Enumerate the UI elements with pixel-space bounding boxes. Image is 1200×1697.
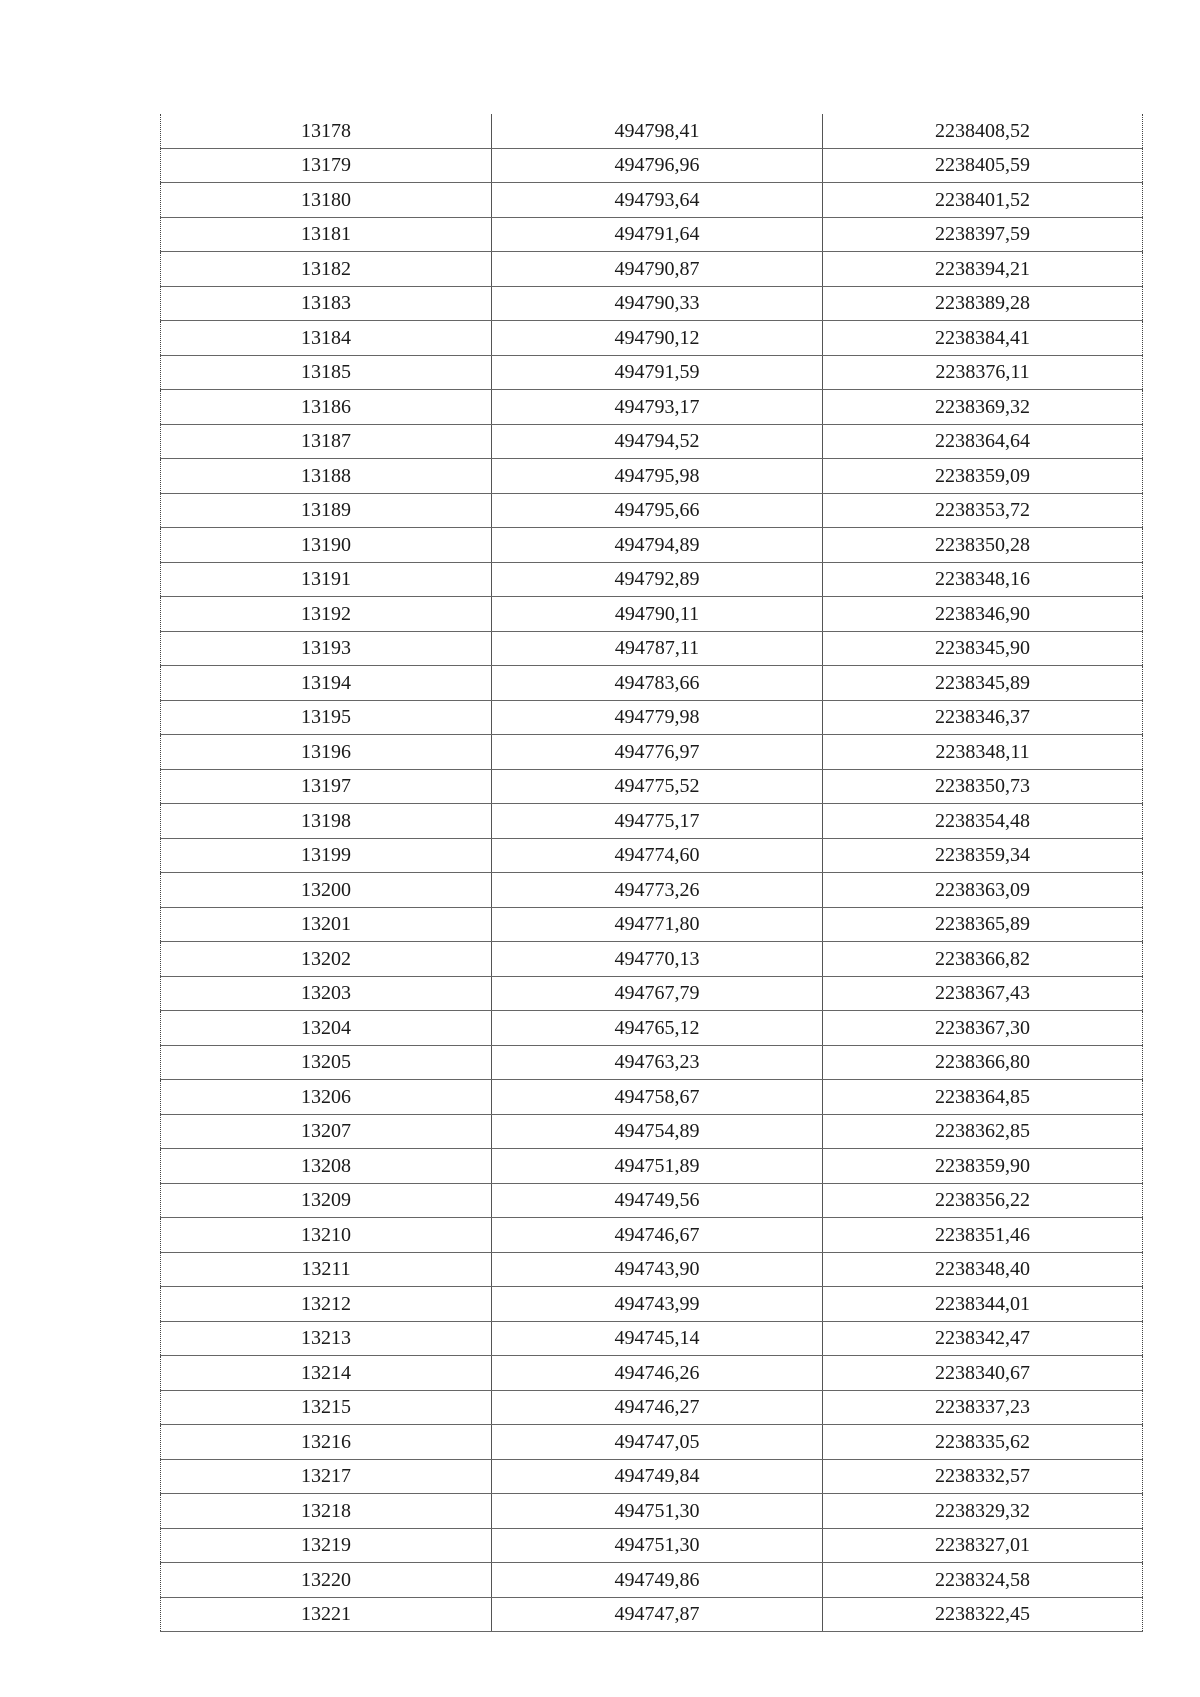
table-row [161, 1356, 1143, 1391]
x-coordinate-cell: 494790,12 [492, 321, 823, 356]
y-coordinate-cell: 2238362,85 [823, 1114, 1143, 1149]
y-coordinate-cell: 2238397,59 [823, 217, 1143, 252]
table-row [161, 390, 1143, 425]
table-row [161, 735, 1143, 770]
x-coordinate-cell: 494749,86 [492, 1563, 823, 1598]
table-row [161, 1149, 1143, 1184]
x-coordinate-cell: 494775,52 [492, 769, 823, 804]
y-coordinate-cell: 2238384,41 [823, 321, 1143, 356]
x-coordinate-cell: 494763,23 [492, 1045, 823, 1080]
x-coordinate-cell: 494795,98 [492, 459, 823, 494]
y-coordinate-cell: 2238408,52 [823, 114, 1143, 148]
y-coordinate-cell: 2238376,11 [823, 355, 1143, 390]
table-row [161, 286, 1143, 321]
x-coordinate-cell: 494798,41 [492, 114, 823, 148]
y-coordinate-cell: 2238367,30 [823, 1011, 1143, 1046]
table-row [161, 1390, 1143, 1425]
y-coordinate-cell: 2238345,89 [823, 666, 1143, 701]
point-number-cell: 13219 [161, 1528, 492, 1563]
table-row [161, 148, 1143, 183]
y-coordinate-cell: 2238389,28 [823, 286, 1143, 321]
table-row [161, 1183, 1143, 1218]
point-number-cell: 13210 [161, 1218, 492, 1253]
point-number-cell: 13184 [161, 321, 492, 356]
point-number-cell: 13200 [161, 873, 492, 908]
x-coordinate-cell: 494790,87 [492, 252, 823, 287]
point-number-cell: 13205 [161, 1045, 492, 1080]
x-coordinate-cell: 494745,14 [492, 1321, 823, 1356]
table-row [161, 1045, 1143, 1080]
point-number-cell: 13192 [161, 597, 492, 632]
point-number-cell: 13207 [161, 1114, 492, 1149]
table-row [161, 1011, 1143, 1046]
y-coordinate-cell: 2238350,73 [823, 769, 1143, 804]
x-coordinate-cell: 494746,67 [492, 1218, 823, 1253]
y-coordinate-cell: 2238350,28 [823, 528, 1143, 563]
table-row [161, 631, 1143, 666]
x-coordinate-cell: 494795,66 [492, 493, 823, 528]
table-row [161, 907, 1143, 942]
point-number-cell: 13185 [161, 355, 492, 390]
point-number-cell: 13190 [161, 528, 492, 563]
x-coordinate-cell: 494779,98 [492, 700, 823, 735]
y-coordinate-cell: 2238394,21 [823, 252, 1143, 287]
y-coordinate-cell: 2238359,09 [823, 459, 1143, 494]
y-coordinate-cell: 2238337,23 [823, 1390, 1143, 1425]
point-number-cell: 13214 [161, 1356, 492, 1391]
table-row [161, 1287, 1143, 1322]
y-coordinate-cell: 2238344,01 [823, 1287, 1143, 1322]
point-number-cell: 13209 [161, 1183, 492, 1218]
table-row [161, 976, 1143, 1011]
x-coordinate-cell: 494747,87 [492, 1597, 823, 1632]
y-coordinate-cell: 2238359,34 [823, 838, 1143, 873]
table-row [161, 1563, 1143, 1598]
table-row [161, 804, 1143, 839]
table-row [161, 1528, 1143, 1563]
table-row [161, 1597, 1143, 1632]
y-coordinate-cell: 2238348,16 [823, 562, 1143, 597]
point-number-cell: 13188 [161, 459, 492, 494]
x-coordinate-cell: 494758,67 [492, 1080, 823, 1115]
point-number-cell: 13203 [161, 976, 492, 1011]
point-number-cell: 13182 [161, 252, 492, 287]
y-coordinate-cell: 2238351,46 [823, 1218, 1143, 1253]
point-number-cell: 13194 [161, 666, 492, 701]
y-coordinate-cell: 2238340,67 [823, 1356, 1143, 1391]
x-coordinate-cell: 494794,89 [492, 528, 823, 563]
y-coordinate-cell: 2238329,32 [823, 1494, 1143, 1529]
point-number-cell: 13197 [161, 769, 492, 804]
x-coordinate-cell: 494787,11 [492, 631, 823, 666]
table-row [161, 562, 1143, 597]
table-row [161, 597, 1143, 632]
point-number-cell: 13208 [161, 1149, 492, 1184]
x-coordinate-cell: 494749,84 [492, 1459, 823, 1494]
x-coordinate-cell: 494765,12 [492, 1011, 823, 1046]
point-number-cell: 13198 [161, 804, 492, 839]
table-row [161, 1252, 1143, 1287]
x-coordinate-cell: 494774,60 [492, 838, 823, 873]
y-coordinate-cell: 2238365,89 [823, 907, 1143, 942]
point-number-cell: 13178 [161, 114, 492, 148]
x-coordinate-cell: 494767,79 [492, 976, 823, 1011]
point-number-cell: 13213 [161, 1321, 492, 1356]
point-number-cell: 13216 [161, 1425, 492, 1460]
point-number-cell: 13179 [161, 148, 492, 183]
table-row [161, 838, 1143, 873]
table-row [161, 321, 1143, 356]
y-coordinate-cell: 2238364,85 [823, 1080, 1143, 1115]
y-coordinate-cell: 2238363,09 [823, 873, 1143, 908]
point-number-cell: 13204 [161, 1011, 492, 1046]
point-number-cell: 13217 [161, 1459, 492, 1494]
y-coordinate-cell: 2238401,52 [823, 183, 1143, 218]
y-coordinate-cell: 2238354,48 [823, 804, 1143, 839]
coordinates-table-body [161, 114, 1143, 1632]
x-coordinate-cell: 494794,52 [492, 424, 823, 459]
x-coordinate-cell: 494775,17 [492, 804, 823, 839]
x-coordinate-cell: 494754,89 [492, 1114, 823, 1149]
x-coordinate-cell: 494743,99 [492, 1287, 823, 1322]
y-coordinate-cell: 2238366,80 [823, 1045, 1143, 1080]
table-row [161, 217, 1143, 252]
point-number-cell: 13218 [161, 1494, 492, 1529]
y-coordinate-cell: 2238332,57 [823, 1459, 1143, 1494]
point-number-cell: 13221 [161, 1597, 492, 1632]
table-row [161, 700, 1143, 735]
point-number-cell: 13196 [161, 735, 492, 770]
table-row [161, 873, 1143, 908]
y-coordinate-cell: 2238324,58 [823, 1563, 1143, 1598]
point-number-cell: 13206 [161, 1080, 492, 1115]
table-row [161, 528, 1143, 563]
y-coordinate-cell: 2238346,90 [823, 597, 1143, 632]
x-coordinate-cell: 494790,33 [492, 286, 823, 321]
table-row [161, 1425, 1143, 1460]
point-number-cell: 13199 [161, 838, 492, 873]
table-row [161, 942, 1143, 977]
x-coordinate-cell: 494749,56 [492, 1183, 823, 1218]
x-coordinate-cell: 494751,30 [492, 1528, 823, 1563]
x-coordinate-cell: 494793,17 [492, 390, 823, 425]
x-coordinate-cell: 494751,30 [492, 1494, 823, 1529]
y-coordinate-cell: 2238353,72 [823, 493, 1143, 528]
x-coordinate-cell: 494791,59 [492, 355, 823, 390]
x-coordinate-cell: 494771,80 [492, 907, 823, 942]
table-row [161, 252, 1143, 287]
y-coordinate-cell: 2238348,11 [823, 735, 1143, 770]
x-coordinate-cell: 494796,96 [492, 148, 823, 183]
y-coordinate-cell: 2238346,37 [823, 700, 1143, 735]
y-coordinate-cell: 2238335,62 [823, 1425, 1143, 1460]
table-row [161, 1218, 1143, 1253]
point-number-cell: 13220 [161, 1563, 492, 1598]
y-coordinate-cell: 2238366,82 [823, 942, 1143, 977]
point-number-cell: 13215 [161, 1390, 492, 1425]
y-coordinate-cell: 2238359,90 [823, 1149, 1143, 1184]
point-number-cell: 13212 [161, 1287, 492, 1322]
table-row [161, 666, 1143, 701]
x-coordinate-cell: 494751,89 [492, 1149, 823, 1184]
x-coordinate-cell: 494746,26 [492, 1356, 823, 1391]
x-coordinate-cell: 494776,97 [492, 735, 823, 770]
x-coordinate-cell: 494783,66 [492, 666, 823, 701]
table-row [161, 424, 1143, 459]
y-coordinate-cell: 2238405,59 [823, 148, 1143, 183]
table-row [161, 769, 1143, 804]
x-coordinate-cell: 494773,26 [492, 873, 823, 908]
point-number-cell: 13183 [161, 286, 492, 321]
table-row [161, 1459, 1143, 1494]
x-coordinate-cell: 494743,90 [492, 1252, 823, 1287]
y-coordinate-cell: 2238369,32 [823, 390, 1143, 425]
point-number-cell: 13180 [161, 183, 492, 218]
table-row [161, 1494, 1143, 1529]
table-row [161, 1114, 1143, 1149]
table-row [161, 1080, 1143, 1115]
coordinates-table [160, 114, 1143, 1632]
y-coordinate-cell: 2238364,64 [823, 424, 1143, 459]
point-number-cell: 13187 [161, 424, 492, 459]
y-coordinate-cell: 2238356,22 [823, 1183, 1143, 1218]
table-row [161, 1321, 1143, 1356]
x-coordinate-cell: 494770,13 [492, 942, 823, 977]
point-number-cell: 13195 [161, 700, 492, 735]
table-row [161, 493, 1143, 528]
y-coordinate-cell: 2238345,90 [823, 631, 1143, 666]
x-coordinate-cell: 494791,64 [492, 217, 823, 252]
point-number-cell: 13202 [161, 942, 492, 977]
x-coordinate-cell: 494747,05 [492, 1425, 823, 1460]
x-coordinate-cell: 494792,89 [492, 562, 823, 597]
y-coordinate-cell: 2238327,01 [823, 1528, 1143, 1563]
table-row [161, 114, 1143, 148]
y-coordinate-cell: 2238322,45 [823, 1597, 1143, 1632]
point-number-cell: 13211 [161, 1252, 492, 1287]
table-row [161, 355, 1143, 390]
x-coordinate-cell: 494790,11 [492, 597, 823, 632]
point-number-cell: 13189 [161, 493, 492, 528]
table-row [161, 459, 1143, 494]
point-number-cell: 13191 [161, 562, 492, 597]
x-coordinate-cell: 494793,64 [492, 183, 823, 218]
point-number-cell: 13201 [161, 907, 492, 942]
point-number-cell: 13193 [161, 631, 492, 666]
point-number-cell: 13186 [161, 390, 492, 425]
y-coordinate-cell: 2238367,43 [823, 976, 1143, 1011]
y-coordinate-cell: 2238342,47 [823, 1321, 1143, 1356]
table-row [161, 183, 1143, 218]
point-number-cell: 13181 [161, 217, 492, 252]
x-coordinate-cell: 494746,27 [492, 1390, 823, 1425]
y-coordinate-cell: 2238348,40 [823, 1252, 1143, 1287]
